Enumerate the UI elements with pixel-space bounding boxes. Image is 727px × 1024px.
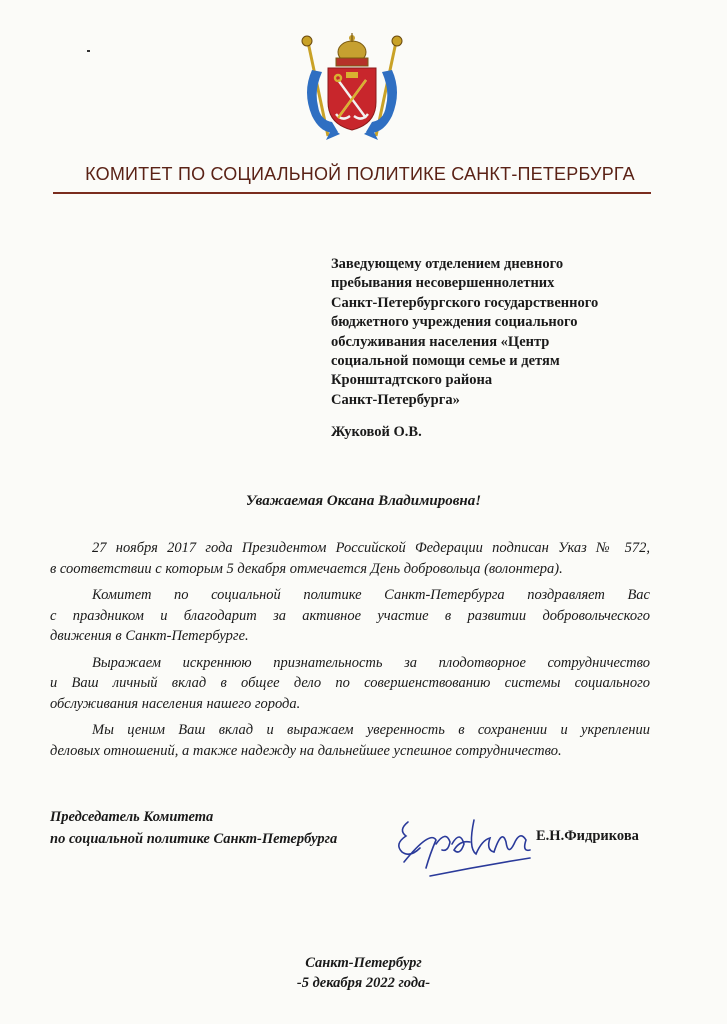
committee-name: КОМИТЕТ ПО СОЦИАЛЬНОЙ ПОЛИТИКЕ САНКТ-ПЕТЕРБУРГА — [85, 164, 635, 184]
paragraph — [50, 538, 650, 579]
paragraph-line: обслуживания населения нашего города. — [50, 695, 301, 712]
signatory-title-line: по социальной политике Санкт-Петербурга — [50, 831, 338, 847]
paragraph-line: деловых отношений, а также надежду на дальнейшее успешное сотрудничество. — [50, 742, 562, 759]
addressee-line: обслуживания населения «Центр — [331, 333, 550, 350]
paragraph-line: Мы ценим Ваш вклад и выражаем уверенность в сохранении и укреплении — [92, 722, 650, 738]
letter-body — [50, 538, 650, 767]
signatory-title — [50, 806, 337, 850]
signatory-name: Е.Н.Фидрикова — [536, 828, 639, 844]
addressee-line: бюджетного учреждения социального — [331, 314, 578, 331]
city: Санкт-Петербург — [305, 955, 422, 971]
paragraph-line: 27 ноября 2017 года Президентом Российской Федерации подписан Указ № 572, — [92, 540, 650, 556]
paragraph — [50, 653, 650, 715]
paragraph — [50, 720, 650, 761]
paragraph-line: и Ваш личный вклад в общее дело по совершенствованию системы социального — [50, 675, 650, 691]
addressee-line: Санкт-Петербургского государственного — [331, 294, 599, 311]
place-and-date — [0, 953, 727, 993]
paragraph-line: Выражаем искреннюю признательность за плодотворное сотрудничество — [92, 654, 650, 671]
signatory-title-line: Председатель Комитета — [50, 809, 214, 825]
greeting: Уважаемая Оксана Владимировна! — [245, 493, 482, 509]
paragraph-line: движения в Санкт-Петербурге. — [50, 628, 249, 644]
paragraph — [50, 585, 650, 647]
addressee-line: Санкт-Петербурга» — [331, 391, 460, 408]
addressee-block — [331, 255, 661, 410]
addressee-line: Кронштадтского района — [331, 372, 493, 389]
paragraph-line: в соответствии с которым 5 декабря отмечается День добровольца (волонтера). — [50, 560, 563, 577]
paragraph-line: с праздником и благодарит за активное участие в развитии добровольческого — [50, 607, 650, 624]
addressee-line: социальной помощи семье и детям — [331, 353, 560, 370]
scan-speck — [87, 50, 90, 52]
addressee-line: Заведующему отделением дневного — [331, 256, 564, 272]
date: -5 декабря 2022 года- — [296, 975, 431, 991]
addressee-line: пребывания несовершеннолетних — [331, 275, 555, 292]
header-rule — [53, 192, 651, 194]
saint-petersburg-coat-of-arms-icon — [298, 32, 406, 144]
paragraph-line: Комитет по социальной политике Санкт-Петербурга поздравляет Вас — [92, 587, 650, 603]
addressee-name: Жуковой О.В. — [331, 424, 422, 440]
handwritten-signature-icon — [390, 800, 540, 880]
